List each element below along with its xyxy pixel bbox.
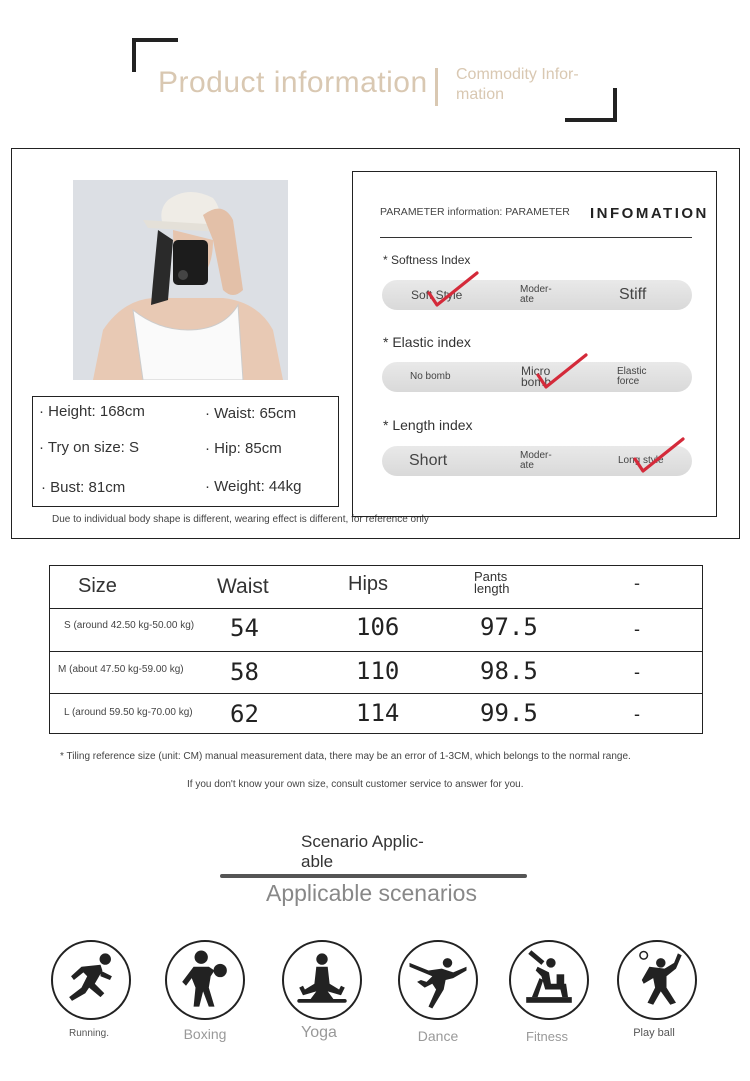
scenario-divider bbox=[220, 874, 527, 878]
row-size: L (around 59.50 kg-70.00 kg) bbox=[64, 707, 193, 718]
fitness-icon bbox=[509, 940, 589, 1020]
badminton-icon bbox=[617, 940, 697, 1020]
length-option-short: Short bbox=[409, 452, 448, 469]
boxing-label: Boxing bbox=[183, 1026, 227, 1042]
size-table bbox=[49, 565, 703, 734]
elastic-option-micro-bomb: Micro bomb bbox=[521, 364, 552, 389]
length-option-long-style: Long style bbox=[618, 455, 664, 466]
scenario-title: Scenario Applic- able bbox=[301, 832, 424, 871]
elastic-index-title: * Elastic index bbox=[383, 334, 471, 350]
parameter-heading-big: INFOMATION bbox=[590, 205, 709, 222]
length-index-title: * Length index bbox=[383, 417, 473, 433]
header-size: Size bbox=[78, 575, 117, 597]
row-hips: 114 bbox=[356, 699, 400, 727]
model-hip: · Hip: 85cm bbox=[205, 440, 282, 457]
fitness-label: Fitness bbox=[526, 1029, 568, 1044]
page-title: Product information bbox=[158, 66, 428, 99]
title-divider bbox=[435, 68, 438, 106]
model-weight: · Weight: 44kg bbox=[205, 478, 302, 495]
softness-index-title: * Softness Index bbox=[383, 253, 471, 267]
header-waist: Waist bbox=[217, 575, 269, 598]
dance-icon bbox=[398, 940, 478, 1020]
model-waist: · Waist: 65cm bbox=[205, 405, 297, 422]
running-icon bbox=[51, 940, 131, 1020]
row-waist: 54 bbox=[230, 614, 259, 642]
row-hips: 106 bbox=[356, 613, 400, 641]
model-height: · Height: 168cm bbox=[39, 403, 145, 420]
play-ball-label: Play ball bbox=[633, 1027, 675, 1039]
elastic-option-no-bomb: No bomb bbox=[410, 371, 451, 382]
header-extra: - bbox=[634, 573, 640, 593]
yoga-icon bbox=[282, 940, 362, 1020]
row-extra: - bbox=[634, 619, 640, 639]
row-extra: - bbox=[634, 704, 640, 724]
row-length: 97.5 bbox=[480, 613, 538, 641]
row-extra: - bbox=[634, 662, 640, 682]
row-size: S (around 42.50 kg-50.00 kg) bbox=[64, 620, 195, 631]
row-size: M (about 47.50 kg-59.00 kg) bbox=[58, 664, 184, 675]
fit-disclaimer: Due to individual body shape is different, wearing effect is different, for reference only bbox=[52, 514, 429, 525]
elastic-option-elastic-force: Elastic force bbox=[617, 366, 647, 387]
row-length: 98.5 bbox=[480, 657, 538, 685]
parameter-panel bbox=[352, 171, 717, 517]
model-bust: · Bust: 81cm bbox=[41, 479, 126, 496]
table-row bbox=[50, 651, 702, 693]
table-row bbox=[50, 693, 702, 733]
row-length: 99.5 bbox=[480, 699, 538, 727]
table-header-row bbox=[50, 566, 702, 608]
softness-option-stiff: Stiff bbox=[619, 286, 647, 303]
parameter-heading: PARAMETER information: PARAMETER bbox=[380, 206, 570, 218]
row-waist: 58 bbox=[230, 658, 259, 686]
length-check-icon bbox=[631, 435, 687, 475]
customer-service-note: If you don't know your own size, consult customer service to answer for you. bbox=[187, 779, 524, 790]
model-measurements bbox=[32, 396, 339, 507]
measurement-note: * Tiling reference size (unit: CM) manual measurement data, there may be an error of 1-3CM, which belongs to the normal range. bbox=[60, 751, 631, 762]
model-photo bbox=[73, 180, 288, 380]
row-waist: 62 bbox=[230, 700, 259, 728]
yoga-label: Yoga bbox=[301, 1024, 337, 1041]
table-row bbox=[50, 608, 702, 651]
page-subtitle: Commodity Infor- mation bbox=[456, 66, 579, 103]
softness-option-moderate: Moder-ate bbox=[520, 284, 552, 305]
model-try-on-size: · Try on size: S bbox=[39, 439, 140, 456]
parameter-divider bbox=[380, 237, 692, 238]
softness-check-icon bbox=[425, 269, 481, 309]
length-option-moderate: Moder-ate bbox=[520, 450, 552, 471]
boxing-icon bbox=[165, 940, 245, 1020]
header-hips: Hips bbox=[348, 573, 389, 595]
softness-option-soft: Soft Style bbox=[411, 288, 463, 302]
elastic-check-icon bbox=[534, 351, 590, 391]
scenario-subtitle: Applicable scenarios bbox=[266, 880, 477, 906]
running-label: Running. bbox=[68, 1028, 110, 1039]
dance-label: Dance bbox=[417, 1028, 459, 1044]
header-pants-length: Pants length bbox=[474, 569, 510, 596]
row-hips: 110 bbox=[356, 657, 400, 685]
